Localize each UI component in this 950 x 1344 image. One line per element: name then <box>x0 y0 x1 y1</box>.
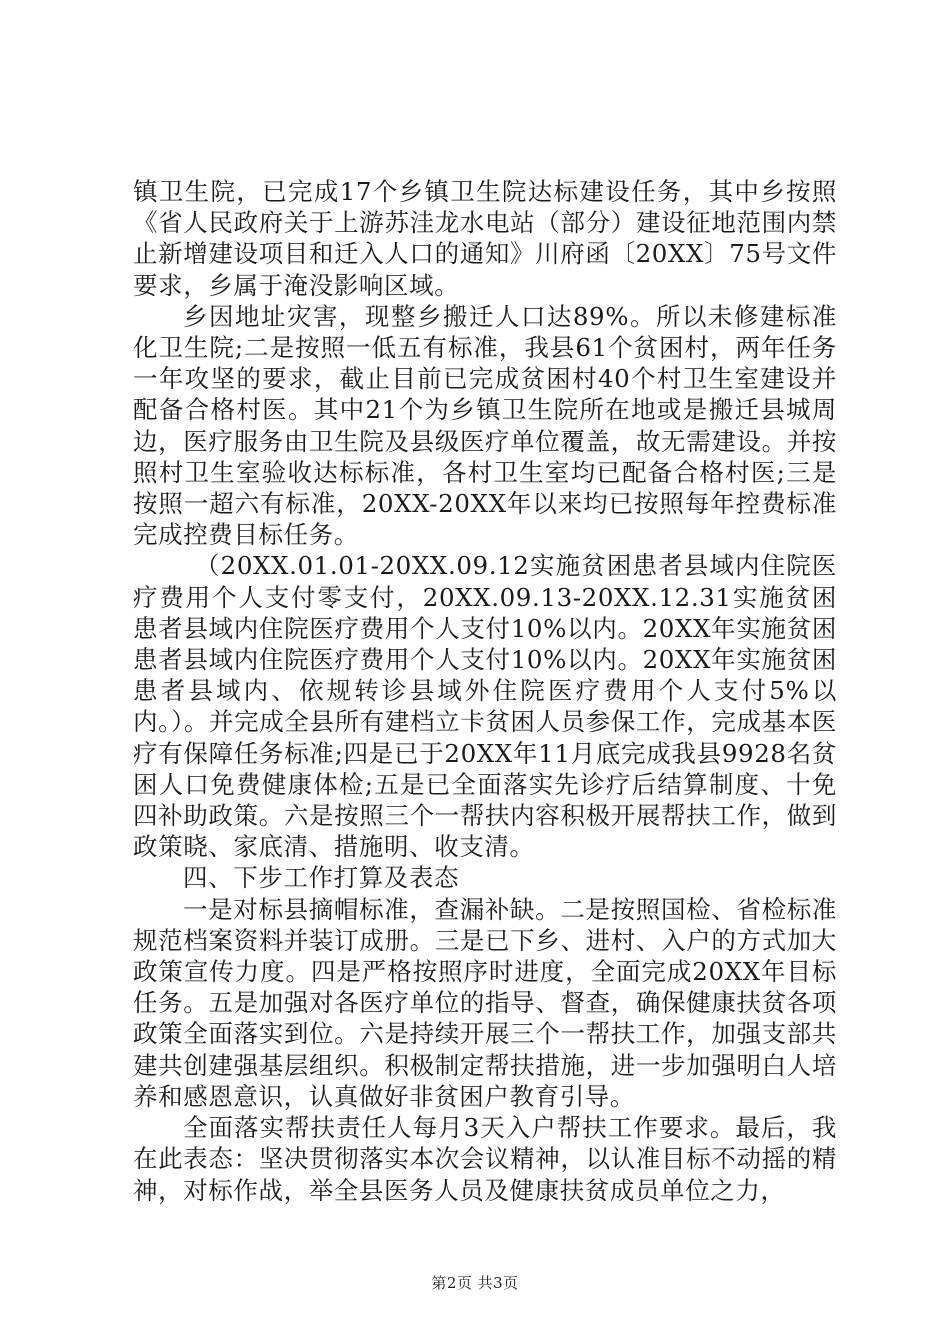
paragraph-continuation: 镇卫生院，已完成17个乡镇卫生院达标建设任务，其中乡按照《省人民政府关于上游苏洼龙水电站（部分）建设征地范围内禁止新增建设项目和迁入人口的通知》川府函〔20XX〕75号文件要求，乡属于淹没影响区域。 <box>133 177 837 300</box>
paragraph-medical-cost: （20XX.01.01-20XX.09.12实施贫困患者县域内住院医疗费用个人支付零支付，20XX.09.13-20XX.12.31实施贫困患者县域内住院医疗费用个人支付10%以内。20XX年实施贫困患者县域内住院医疗费用个人支付10%以内。20XX年实施贫困患者县域内、依规转诊县域外住院医疗费用个人支付5%以内。）。并完成全县所有建档立卡贫困人员参保工作，完成基本医疗有保障任务标准;四是已于20XX年11月底完成我县9928名贫困人口免费健康体检;五是已全面落实先诊疗后结算制度、十免四补助政策。六是按照三个一帮扶内容积极开展帮扶工作，做到政策晓、家底清、措施明、收支清。 <box>133 551 837 862</box>
paragraph-statement: 全面落实帮扶责任人每月3天入户帮扶工作要求。最后，我在此表态：坚决贯彻落实本次会议精神，以认准目标不动摇的精神，对标作战，举全县医务人员及健康扶贫成员单位之力， <box>133 1113 837 1205</box>
paragraph-next-steps: 一是对标县摘帽标准，查漏补缺。二是按照国检、省检标准规范档案资料并装订成册。三是已下乡、进村、入户的方式加大政策宣传力度。四是严格按照序时进度，全面完成20XX年目标任务。五是加强对各医疗单位的指导、督查，确保健康扶贫各项政策全面落实到位。六是持续开展三个一帮扶工作，加强支部共建共创建强基层组织。积极制定帮扶措施，进一步加强明白人培养和感恩意识，认真做好非贫困户教育引导。 <box>133 894 837 1111</box>
page-number-footer: 第2页 共3页 <box>431 1274 519 1292</box>
document-body <box>133 176 837 1206</box>
paragraph-relocation: 乡因地址灾害，现整乡搬迁人口达89%。所以未修建标准化卫生院;二是按照一低五有标准，我县61个贫困村，两年任务一年攻坚的要求，截止目前已完成贫困村40个村卫生室建设并配备合格村医。其中21个为乡镇卫生院所在地或是搬迁县城周边，医疗服务由卫生院及县级医疗单位覆盖，故无需建设。并按照村卫生室验收达标标准，各村卫生室均已配备合格村医;三是按照一超六有标准，20XX-20XX年以来均已按照每年控费标准完成控费目标任务。 <box>133 301 837 550</box>
section-heading: 四、下步工作打算及表态 <box>183 863 460 893</box>
